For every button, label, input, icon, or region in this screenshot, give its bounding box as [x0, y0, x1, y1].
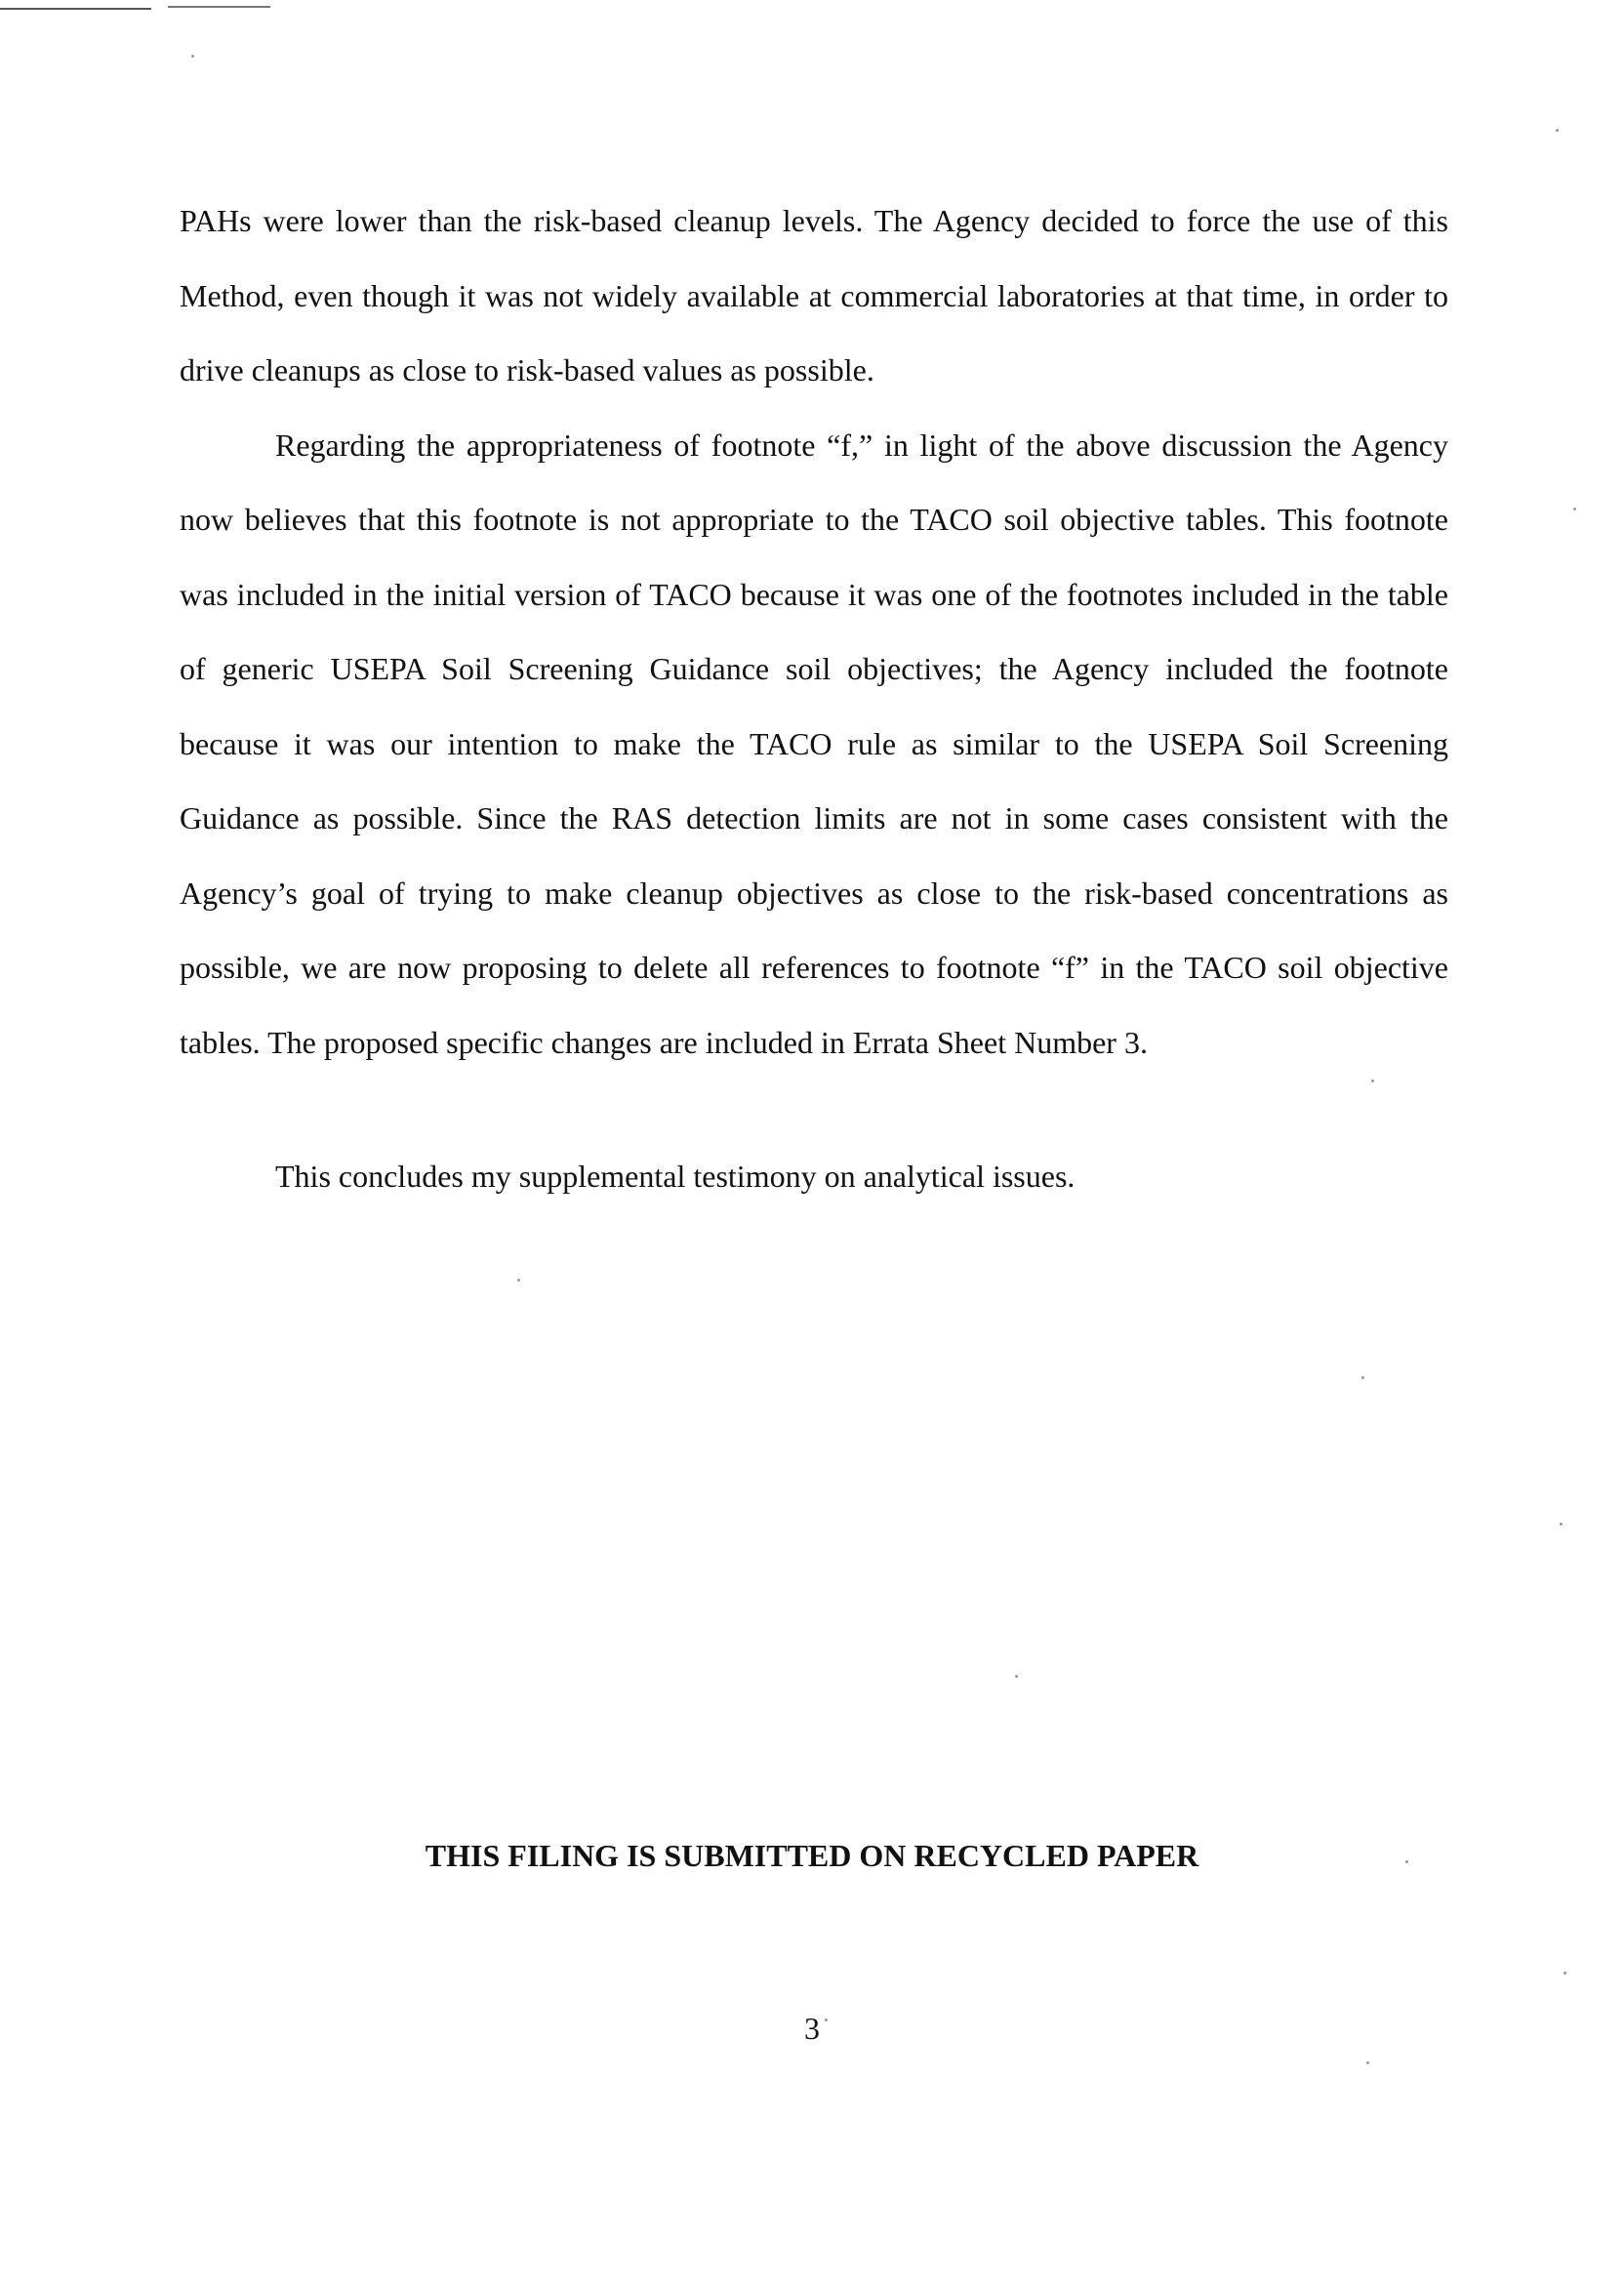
scan-speck: [1361, 1376, 1364, 1379]
scan-speck: [825, 2018, 828, 2021]
scan-speck: [1371, 1080, 1374, 1082]
page-number: 3: [804, 2011, 820, 2046]
scan-speck: [1015, 1675, 1018, 1678]
paragraph-continuation: PAHs were lower than the risk-based cleanup levels. The Agency decided to force the use of this Method, even though it was not widely available at commercial laboratories at that time, in order to drive cleanups as close to risk-based values as possible.: [180, 203, 1448, 387]
scan-speck: [1560, 1523, 1563, 1526]
scan-speck: [1366, 2061, 1369, 2064]
recycled-paper-notice: THIS FILING IS SUBMITTED ON RECYCLED PAPER: [425, 1838, 1199, 1873]
scan-speck: [1405, 1860, 1408, 1863]
paragraph-footnote-discussion: Regarding the appropriateness of footnote “f,” in light of the above discussion the Agency now believes that this footnote is not appropriate to the TACO soil objective tables. This footnote was included in the initial version of TACO because it was one of the footnotes included in the table of generic USEPA Soil Screening Guidance soil objectives; the Agency included the footnote because it was our intention to make the TACO rule as similar to the USEPA Soil Screening Guidance as possible. Since the RAS detection limits are not in some cases consistent with the Agency’s goal of trying to make cleanup objectives as close to the risk-based concentrations as possible, we are now proposing to delete all references to footnote “f” in the TACO soil objective tables. The proposed specific changes are included in Errata Sheet Number 3.: [180, 427, 1448, 1060]
body-text: [180, 183, 1448, 1080]
scan-artifact-line: [168, 6, 270, 8]
scan-artifact-line: [0, 8, 151, 10]
scan-speck: [191, 55, 194, 58]
conclusion-sentence: This concludes my supplemental testimony on analytical issues.: [275, 1159, 1076, 1194]
scan-speck: [1563, 1972, 1566, 1975]
scan-speck: [517, 1279, 520, 1282]
scan-speck: [1573, 508, 1576, 510]
scan-speck: [1556, 129, 1559, 132]
